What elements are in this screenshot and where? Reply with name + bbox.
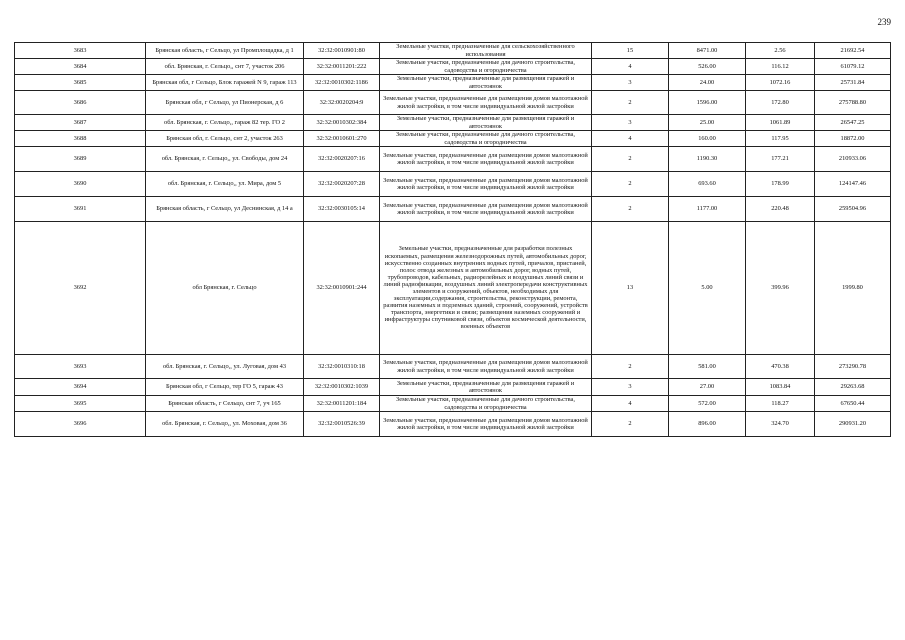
address-cell: обл. Брянская, г. Сельцо,, гараж 82 тер. ГО 2 xyxy=(146,115,304,131)
row-number-cell: 3693 xyxy=(15,355,146,379)
cadastral-number-cell: 32:32:0011201:222 xyxy=(304,59,380,75)
group-cell: 2 xyxy=(592,91,669,115)
cadastral-value-cell: 25731.84 xyxy=(815,75,891,91)
area-cell: 896.00 xyxy=(669,412,746,437)
unit-price-cell: 177.21 xyxy=(746,147,815,172)
address-cell: обл Брянская, г. Сельцо xyxy=(146,222,304,355)
row-number-cell: 3696 xyxy=(15,412,146,437)
address-cell: обл. Брянская, г. Сельцо,, ул. Моховая, дом 36 xyxy=(146,412,304,437)
land-category-cell: Земельные участки, предназначенные для дачного строительства, садоводства и огородничества xyxy=(380,131,592,147)
cadastral-number-cell: 32:32:0010310:18 xyxy=(304,355,380,379)
address-cell: Брянская обл, г Сельцо, тер ГО 5, гараж 43 xyxy=(146,379,304,396)
unit-price-cell: 399.96 xyxy=(746,222,815,355)
unit-price-cell: 118.27 xyxy=(746,396,815,412)
cadastral-number-cell: 32:32:0020207:28 xyxy=(304,172,380,197)
area-cell: 1596.00 xyxy=(669,91,746,115)
cadastral-value-cell: 1999.80 xyxy=(815,222,891,355)
cadastral-number-cell: 32:32:0030105:14 xyxy=(304,197,380,222)
area-cell: 572.00 xyxy=(669,396,746,412)
table-row xyxy=(15,412,891,437)
land-category-cell: Земельные участки, предназначенные для размещения гаражей и автостоянок xyxy=(380,379,592,396)
land-category-cell: Земельные участки, предназначенные для размещения домов малоэтажной жилой застройки, в том числе индивидуальной жилой застройки xyxy=(380,172,592,197)
address-cell: Брянская область, г Сельцо, ул Промплощадка, д 1 xyxy=(146,43,304,59)
address-cell: Брянская обл, г Сельцо, ул Пионерская, д 6 xyxy=(146,91,304,115)
area-cell: 581.00 xyxy=(669,355,746,379)
table-row xyxy=(15,355,891,379)
table-row xyxy=(15,147,891,172)
cadastral-value-cell: 210933.06 xyxy=(815,147,891,172)
address-cell: обл. Брянская, г. Сельцо,, ул. Свободы, дом 24 xyxy=(146,147,304,172)
group-cell: 4 xyxy=(592,59,669,75)
cadastral-value-cell: 26547.25 xyxy=(815,115,891,131)
address-cell: Брянская область, г Сельцо, снт 7, уч 165 xyxy=(146,396,304,412)
group-cell: 3 xyxy=(592,75,669,91)
land-category-cell: Земельные участки, предназначенные для размещения домов малоэтажной жилой застройки, в том числе индивидуальной жилой застройки xyxy=(380,91,592,115)
row-number-cell: 3695 xyxy=(15,396,146,412)
group-cell: 13 xyxy=(592,222,669,355)
row-number-cell: 3683 xyxy=(15,43,146,59)
land-category-cell: Земельные участки, предназначенные для размещения гаражей и автостоянок xyxy=(380,75,592,91)
area-cell: 24.00 xyxy=(669,75,746,91)
address-cell: Брянская обл, г. Сельцо, снт 2, участок 263 xyxy=(146,131,304,147)
land-category-cell: Земельные участки, предназначенные для размещения домов малоэтажной жилой застройки, в том числе индивидуальной жилой застройки xyxy=(380,355,592,379)
land-category-cell: Земельные участки, предназначенные для размещения домов малоэтажной жилой застройки, в том числе индивидуальной жилой застройки xyxy=(380,197,592,222)
table-row xyxy=(15,172,891,197)
cadastral-number-cell: 32:32:0020207:16 xyxy=(304,147,380,172)
unit-price-cell: 1061.89 xyxy=(746,115,815,131)
address-cell: Брянская область, г Сельцо, ул Деснинская, д 14 а xyxy=(146,197,304,222)
cadastral-number-cell: 32:32:0011201:184 xyxy=(304,396,380,412)
area-cell: 27.00 xyxy=(669,379,746,396)
cadastral-value-cell: 124147.46 xyxy=(815,172,891,197)
group-cell: 3 xyxy=(592,379,669,396)
area-cell: 160.00 xyxy=(669,131,746,147)
unit-price-cell: 2.56 xyxy=(746,43,815,59)
group-cell: 4 xyxy=(592,396,669,412)
table-row xyxy=(15,115,891,131)
unit-price-cell: 1072.16 xyxy=(746,75,815,91)
cadastral-number-cell: 32:32:0010302:1039 xyxy=(304,379,380,396)
unit-price-cell: 324.70 xyxy=(746,412,815,437)
area-cell: 693.60 xyxy=(669,172,746,197)
cadastral-value-cell: 259504.96 xyxy=(815,197,891,222)
table-row xyxy=(15,75,891,91)
table-row xyxy=(15,91,891,115)
unit-price-cell: 470.38 xyxy=(746,355,815,379)
cadastral-number-cell: 32:32:0010901:244 xyxy=(304,222,380,355)
group-cell: 15 xyxy=(592,43,669,59)
unit-price-cell: 178.99 xyxy=(746,172,815,197)
cadastral-value-cell: 18872.00 xyxy=(815,131,891,147)
cadastral-value-cell: 275788.80 xyxy=(815,91,891,115)
row-number-cell: 3687 xyxy=(15,115,146,131)
table-row xyxy=(15,396,891,412)
unit-price-cell: 1083.84 xyxy=(746,379,815,396)
row-number-cell: 3692 xyxy=(15,222,146,355)
land-category-cell: Земельные участки, предназначенные для сельскохозяйственного использования xyxy=(380,43,592,59)
area-cell: 25.00 xyxy=(669,115,746,131)
land-category-cell: Земельные участки, предназначенные для размещения домов малоэтажной жилой застройки, в том числе индивидуальной жилой застройки xyxy=(380,412,592,437)
row-number-cell: 3684 xyxy=(15,59,146,75)
group-cell: 2 xyxy=(592,197,669,222)
group-cell: 2 xyxy=(592,412,669,437)
cadastral-number-cell: 32:32:0010302:1186 xyxy=(304,75,380,91)
row-number-cell: 3690 xyxy=(15,172,146,197)
address-cell: обл. Брянская, г. Сельцо,, ул. Мира, дом 5 xyxy=(146,172,304,197)
unit-price-cell: 220.48 xyxy=(746,197,815,222)
area-cell: 526.00 xyxy=(669,59,746,75)
land-category-cell: Земельные участки, предназначенные для разработки полезных ископаемых, размещения железнодорожных путей, автомобильных дорог, искусственно созданных внутренних водных путей, причалов, пристаней, полос отвода железных и автомобильных дорог, водных путей, трубопроводов, кабельных, радиорелейных и воздушных линий связи и линий радиофикации, воздушных линий электропередачи конструктивных элементов и сооружений, объектов, необходимых для эксплуатации,содержания, строительства, реконструкции, ремонта, развития наземных и подземных зданий, строений, сооружений, устройств транспорта, энергетики и связи; размещения наземных сооружений и инфраструктуры спутниковой связи, объектов космической деятельности, военных объектов xyxy=(380,222,592,355)
land-category-cell: Земельные участки, предназначенные для дачного строительства, садоводства и огородничества xyxy=(380,396,592,412)
cadastral-value-cell: 67650.44 xyxy=(815,396,891,412)
group-cell: 2 xyxy=(592,355,669,379)
cadastral-number-cell: 32:32:0010601:270 xyxy=(304,131,380,147)
cadastral-value-cell: 273290.78 xyxy=(815,355,891,379)
group-cell: 2 xyxy=(592,172,669,197)
land-category-cell: Земельные участки, предназначенные для размещения домов малоэтажной жилой застройки, в том числе индивидуальной жилой застройки xyxy=(380,147,592,172)
cadastral-value-cell: 61079.12 xyxy=(815,59,891,75)
table-row xyxy=(15,222,891,355)
table-row xyxy=(15,131,891,147)
area-cell: 8471.00 xyxy=(669,43,746,59)
group-cell: 3 xyxy=(592,115,669,131)
area-cell: 1177.00 xyxy=(669,197,746,222)
row-number-cell: 3686 xyxy=(15,91,146,115)
group-cell: 2 xyxy=(592,147,669,172)
area-cell: 1190.30 xyxy=(669,147,746,172)
address-cell: Брянская обл, г Сельцо, Блок гаражей N 9, гараж 113 xyxy=(146,75,304,91)
cadastral-value-cell: 21692.54 xyxy=(815,43,891,59)
row-number-cell: 3689 xyxy=(15,147,146,172)
cadastral-value-cell: 290931.20 xyxy=(815,412,891,437)
row-number-cell: 3688 xyxy=(15,131,146,147)
land-category-cell: Земельные участки, предназначенные для дачного строительства, садоводства и огородничества xyxy=(380,59,592,75)
cadastral-number-cell: 32:32:0010901:80 xyxy=(304,43,380,59)
table-row xyxy=(15,43,891,59)
address-cell: обл. Брянская, г. Сельцо,, снт 7, участок 206 xyxy=(146,59,304,75)
area-cell: 5.00 xyxy=(669,222,746,355)
unit-price-cell: 116.12 xyxy=(746,59,815,75)
row-number-cell: 3691 xyxy=(15,197,146,222)
cadastral-number-cell: 32:32:0020204:9 xyxy=(304,91,380,115)
address-cell: обл. Брянская, г. Сельцо,, ул. Луговая, дом 43 xyxy=(146,355,304,379)
cadastral-value-table xyxy=(14,42,891,437)
table-row xyxy=(15,379,891,396)
table-row xyxy=(15,197,891,222)
page-number: 239 xyxy=(877,17,891,27)
row-number-cell: 3694 xyxy=(15,379,146,396)
cadastral-number-cell: 32:32:0010302:384 xyxy=(304,115,380,131)
cadastral-value-cell: 29263.68 xyxy=(815,379,891,396)
group-cell: 4 xyxy=(592,131,669,147)
unit-price-cell: 117.95 xyxy=(746,131,815,147)
unit-price-cell: 172.80 xyxy=(746,91,815,115)
land-category-cell: Земельные участки, предназначенные для размещения гаражей и автостоянок xyxy=(380,115,592,131)
table-row xyxy=(15,59,891,75)
cadastral-number-cell: 32:32:0010526:39 xyxy=(304,412,380,437)
row-number-cell: 3685 xyxy=(15,75,146,91)
